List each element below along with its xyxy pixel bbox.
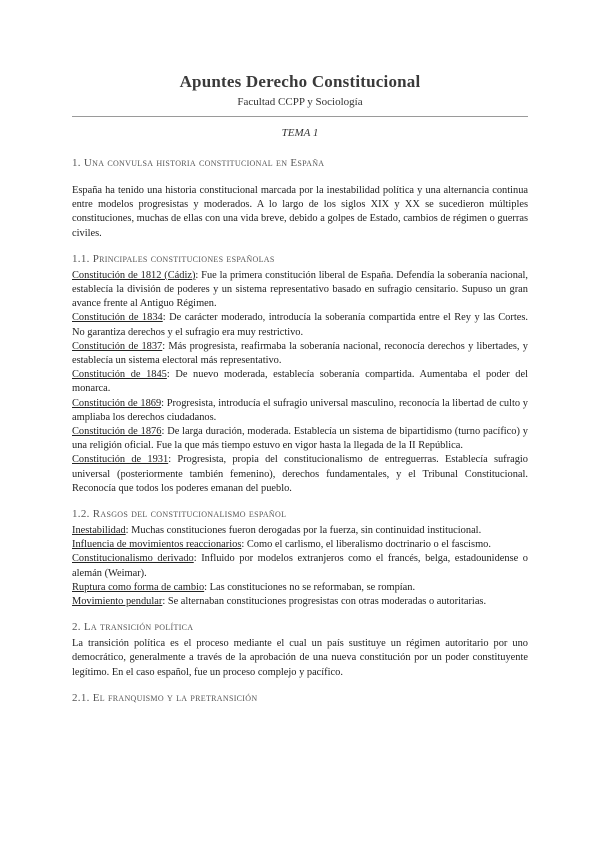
header-divider <box>72 116 528 117</box>
constitution-term: Constitución de 1837 <box>72 340 163 352</box>
trait-term: Movimiento pendular <box>72 596 163 608</box>
constitution-item: Constitución de 1812 (Cádiz): Fue la primera constitución liberal de España. Defendía la soberanía nacional, establecía la división de poderes y un sistema representativo basado en sufragio censitario. Supuso un gran avance frente al Antiguo Régimen. <box>72 269 528 310</box>
constitution-term: Constitución de 1834 <box>72 312 163 324</box>
trait-term: Influencia de movimientos reaccionarios <box>72 539 242 551</box>
document-subtitle: Facultad CCPP y Sociología <box>237 96 363 108</box>
constitution-term: Constitución de 1931 <box>72 454 169 466</box>
constitution-item: Constitución de 1869: Progresista, introducía el sufragio universal masculino, reconocía la libertad de culto y ampliaba los derechos ciudadanos. <box>72 397 528 423</box>
document-title: Apuntes Derecho Constitucional <box>179 72 421 91</box>
trait-item: Constitucionalismo derivado: Influido por modelos extranjeros como el francés, belga, estadounidense o alemán (Weimar). <box>72 553 528 579</box>
trait-item: Inestabilidad: Muchas constituciones fueron derogadas por la fuerza, sin continuidad institucional. <box>72 525 482 537</box>
constitution-item: Constitución de 1876: De larga duración, moderada. Establecía un sistema de bipartidismo (turno pacífico) y una religión oficial. Fue la que más tiempo estuvo en vigor hasta la llegada de la II República. <box>72 426 528 452</box>
section-heading-1-2: 1.2. Rasgos del constitucionalismo español <box>72 508 287 521</box>
section-paragraph-2: La transición política es el proceso mediante el cual un país sustituye un régimen autoritario por uno democrático, generalmente a través de la aprobación de una nueva constitución por un poder constituyente legítimo. En el caso español, fue un proceso complejo y pacífico. <box>72 638 528 678</box>
trait-term: Ruptura como forma de cambio <box>72 581 205 593</box>
constitution-term: Constitución de 1869 <box>72 397 162 409</box>
document-body <box>72 157 528 708</box>
constitution-item: Constitución de 1845: De nuevo moderada, establecía soberanía compartida. Aumentaba el poder del monarca. <box>72 369 528 395</box>
trait-term: Constitucionalismo derivado <box>72 553 194 565</box>
constitution-term: Constitución de 1812 (Cádiz) <box>72 269 196 281</box>
trait-item: Influencia de movimientos reaccionarios: Como el carlismo, el liberalismo doctrinario o el fascismo. <box>72 539 491 551</box>
section-heading-2-1: 2.1. El franquismo y la pretransición <box>72 691 258 704</box>
section-paragraph-1: España ha tenido una historia constitucional marcada por la inestabilidad política y una alternancia continua entre modelos progresistas y moderados. A lo largo de los siglos XIX y XX se sucedieron múltiples constituciones, muchas de ellas con una vida breve, debido a golpes de Estado, cambios de régimen o guerras civiles. <box>72 185 528 239</box>
constitution-item: Constitución de 1931: Progresista, propia del constitucionalismo de entreguerras. Establecía sufragio universal (posteriormente también femenino), derechos fundamentales, y el Tribunal Constitucional. Reconocía que todos los poderes emanan del pueblo. <box>72 454 528 494</box>
section-heading-1-1: 1.1. Principales constituciones españolas <box>72 252 275 265</box>
constitution-item: Constitución de 1834: De carácter moderado, introducía la soberanía compartida entre el Rey y las Cortes. No garantiza derechos y el sufragio era muy restrictivo. <box>72 312 528 338</box>
section-heading-1: 1. Una convulsa historia constitucional en España <box>72 157 325 169</box>
constitution-term: Constitución de 1845 <box>72 369 167 381</box>
trait-term: Inestabilidad <box>72 525 126 537</box>
trait-item: Movimiento pendular: Se alternaban constituciones progresistas con otras moderadas o autoritarias. <box>72 596 487 608</box>
tema-label: TEMA 1 <box>281 127 319 139</box>
trait-item: Ruptura como forma de cambio: Las constituciones no se reformaban, se rompían. <box>72 581 416 593</box>
section-heading-2: 2. La transición política <box>72 621 194 634</box>
constitution-item: Constitución de 1837: Más progresista, reafirmaba la soberanía nacional, reconocía derechos y libertades, y establecía un sistema electoral más representativo. <box>72 340 528 367</box>
constitution-term: Constitución de 1876 <box>72 426 162 438</box>
